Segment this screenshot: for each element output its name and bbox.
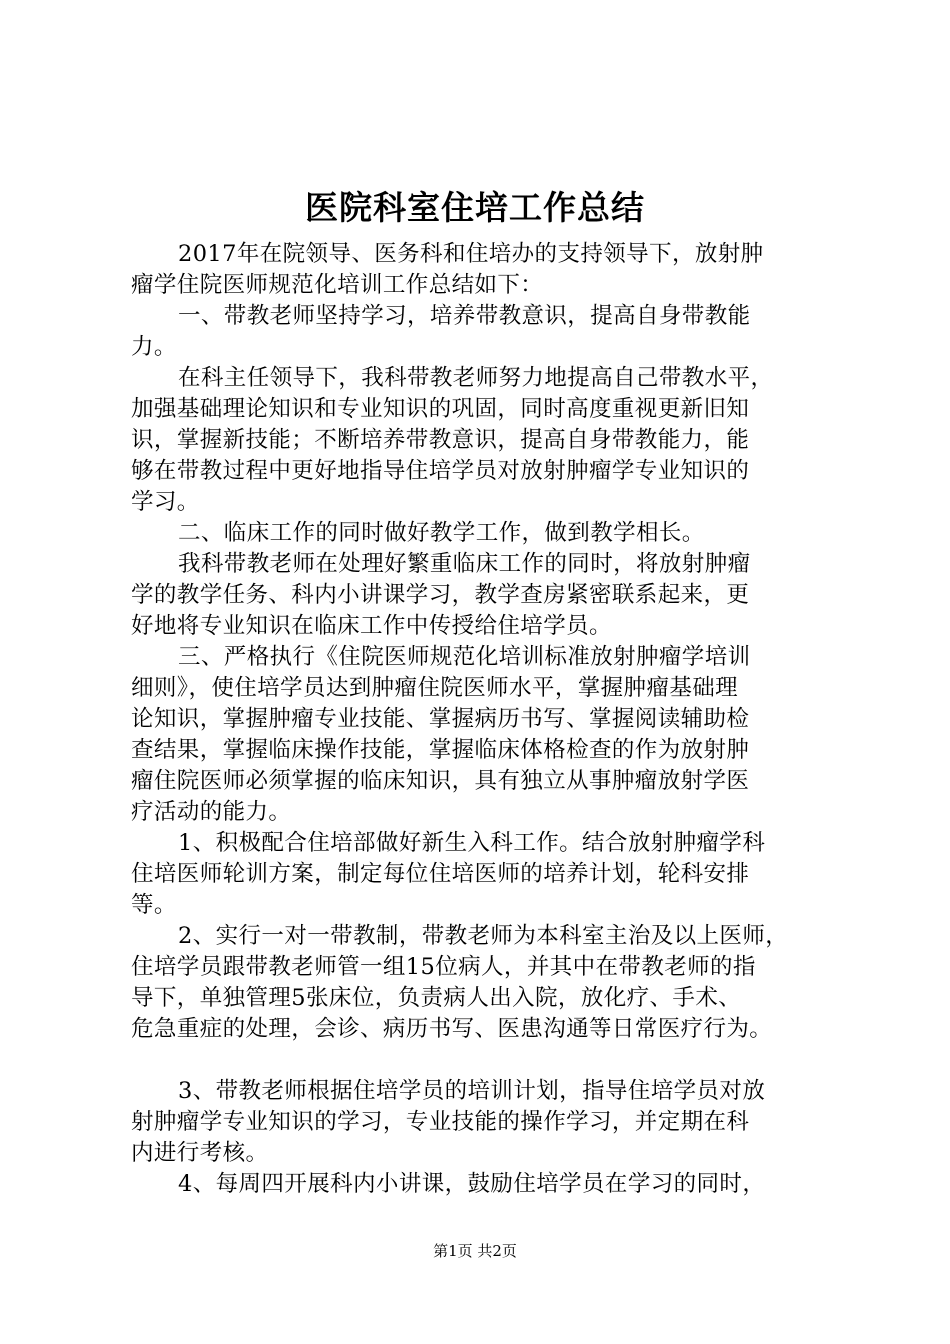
text-line: 1、积极配合住培部做好新生入科工作。结合放射肿瘤学科 — [178, 830, 766, 856]
text-line: 好地将专业知识在临床工作中传授给住培学员。 — [131, 613, 612, 639]
text-line: 学习。 — [131, 489, 200, 515]
text-line: 我科带教老师在处理好繁重临床工作的同时，将放射肿瘤 — [178, 551, 751, 577]
text-line: 论知识，掌握肿瘤专业技能、掌握病历书写、掌握阅读辅助检 — [131, 706, 750, 732]
text-line: 细则》，使住培学员达到肿瘤住院医师水平，掌握肿瘤基础理 — [131, 675, 739, 701]
text-line: 住培医师轮训方案，制定每位住培医师的培养计划，轮科安排 — [131, 861, 750, 887]
text-line: 内进行考核。 — [131, 1140, 269, 1166]
text-line: 瘤学住院医师规范化培训工作总结如下： — [131, 272, 544, 298]
text-line: 导下，单独管理5张床位，负责病人出入院，放化疗、手术、 — [131, 985, 742, 1011]
text-line: 够在带教过程中更好地指导住培学员对放射肿瘤学专业知识的 — [131, 458, 750, 484]
text-line: 学的教学任务、科内小讲课学习，教学查房紧密联系起来，更 — [131, 582, 750, 608]
text-line: 查结果，掌握临床操作技能，掌握临床体格检查的作为放射肿 — [131, 737, 750, 763]
text-line: 住培学员跟带教老师管一组15位病人，并其中在带教老师的指 — [131, 954, 756, 980]
text-line: 4、每周四开展科内小讲课，鼓励住培学员在学习的同时， — [178, 1171, 766, 1197]
text-line: 加强基础理论知识和专业知识的巩固，同时高度重视更新旧知 — [131, 396, 750, 422]
text-line: 在科主任领导下，我科带教老师努力地提高自己带教水平， — [178, 365, 774, 391]
text-line: 瘤住院医师必须掌握的临床知识，具有独立从事肿瘤放射学医 — [131, 768, 750, 794]
document-title: 医院科室住培工作总结 — [305, 188, 645, 227]
paragraph-gap — [131, 1045, 831, 1076]
text-line: 一、带教老师坚持学习，培养带教意识，提高自身带教能 — [178, 303, 751, 329]
text-line: 射肿瘤学专业知识的学习，专业技能的操作学习，并定期在科 — [131, 1109, 750, 1135]
text-line: 2、实行一对一带教制，带教老师为本科室主治及以上医师， — [178, 923, 789, 949]
text-line: 3、带教老师根据住培学员的培训计划，指导住培学员对放 — [178, 1078, 766, 1104]
text-line: 等。 — [131, 892, 177, 918]
text-line: 疗活动的能力。 — [131, 799, 292, 825]
document-body — [131, 239, 831, 1200]
text-line: 危急重症的处理，会诊、病历书写、医患沟通等日常医疗行为。 — [131, 1016, 773, 1042]
text-line: 识，掌握新技能；不断培养带教意识，提高自身带教能力，能 — [131, 427, 750, 453]
page-footer: 第1页 共2页 — [433, 1242, 517, 1260]
text-line: 三、严格执行《住院医师规范化培训标准放射肿瘤学培训 — [178, 644, 751, 670]
text-line: 力。 — [131, 334, 177, 360]
text-line: 2017年在院领导、医务科和住培办的支持领导下，放射肿 — [178, 241, 764, 267]
text-line: 二、临床工作的同时做好教学工作，做到教学相长。 — [178, 520, 705, 546]
